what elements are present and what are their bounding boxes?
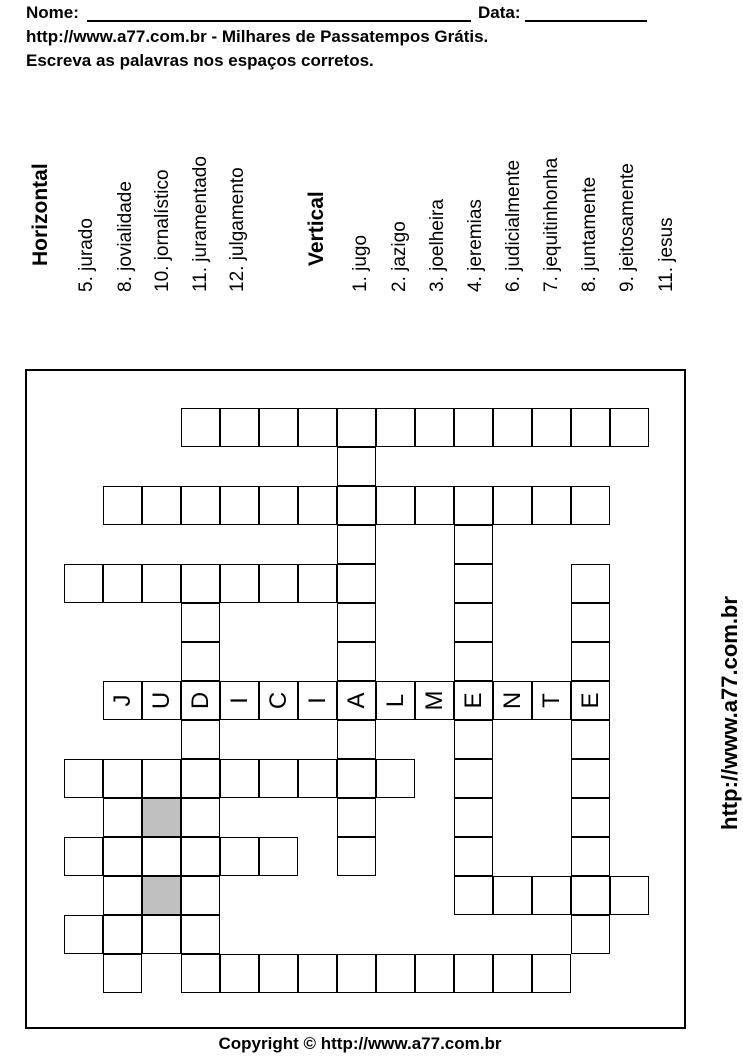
grid-cell[interactable] — [64, 759, 103, 798]
grid-cell[interactable] — [571, 564, 610, 603]
grid-cell[interactable] — [103, 954, 142, 993]
clue-vertical: 7. jequitinhonha — [541, 157, 562, 292]
grid-cell[interactable] — [220, 759, 259, 798]
grid-cell[interactable] — [181, 876, 220, 915]
site-line: http://www.a77.com.br - Milhares de Passatempos Grátis. — [26, 27, 489, 46]
grid-cell[interactable] — [259, 759, 298, 798]
grid-cell[interactable] — [64, 564, 103, 603]
grid-cell[interactable] — [181, 603, 220, 642]
grid-cell[interactable] — [571, 915, 610, 954]
grid-cell[interactable] — [181, 837, 220, 876]
grid-cell[interactable] — [142, 759, 181, 798]
grid-cell-shaded[interactable] — [142, 876, 181, 915]
grid-letter: M — [420, 690, 448, 711]
grid-cell[interactable] — [454, 642, 493, 681]
clue-vertical: 4. jeremias — [465, 199, 486, 292]
grid-cell[interactable] — [181, 798, 220, 837]
clue-horizontal: 12. julgamento — [227, 167, 248, 292]
grid-cell[interactable] — [454, 759, 493, 798]
grid-cell[interactable] — [415, 954, 454, 993]
grid-cell[interactable] — [571, 876, 610, 915]
grid-cell[interactable] — [220, 408, 259, 447]
grid-cell[interactable] — [337, 642, 376, 681]
grid-letter: I — [225, 697, 253, 704]
clue-horizontal: 8. jovialidade — [115, 181, 136, 292]
grid-cell-shaded[interactable] — [142, 798, 181, 837]
grid-cell[interactable] — [532, 408, 571, 447]
grid-letter: J — [108, 694, 136, 707]
grid-cell[interactable] — [337, 837, 376, 876]
side-url: http://www.a77.com.br — [717, 596, 742, 830]
grid-cell[interactable] — [532, 486, 571, 525]
grid-cell[interactable] — [454, 525, 493, 564]
grid-cell[interactable] — [103, 759, 142, 798]
copyright-footer: Copyright © http://www.a77.com.br — [218, 1034, 502, 1053]
grid-cell[interactable] — [532, 876, 571, 915]
grid-cell[interactable] — [181, 915, 220, 954]
grid-letter: E — [576, 692, 604, 709]
clue-horizontal: 11. juramentado — [190, 156, 211, 292]
grid-cell[interactable] — [259, 954, 298, 993]
grid-cell[interactable] — [259, 564, 298, 603]
grid-cell[interactable] — [181, 954, 220, 993]
grid-cell[interactable] — [571, 408, 610, 447]
grid-cell[interactable] — [220, 486, 259, 525]
vertical-heading: Vertical — [305, 191, 328, 266]
grid-cell[interactable] — [259, 486, 298, 525]
grid-cell[interactable] — [493, 486, 532, 525]
grid-cell[interactable] — [298, 954, 337, 993]
grid-cell[interactable] — [454, 408, 493, 447]
horizontal-heading: Horizontal — [29, 163, 52, 266]
grid-letter: N — [498, 691, 526, 710]
grid-cell[interactable] — [298, 759, 337, 798]
grid-cell[interactable] — [376, 954, 415, 993]
grid-cell[interactable] — [571, 720, 610, 759]
grid-cell[interactable] — [454, 564, 493, 603]
grid-cell[interactable] — [415, 486, 454, 525]
grid-cell[interactable] — [142, 486, 181, 525]
grid-letter: U — [147, 691, 175, 710]
grid-cell[interactable] — [337, 408, 376, 447]
clue-vertical: 3. joelheira — [427, 199, 448, 292]
grid-cell[interactable] — [337, 486, 376, 525]
grid-cell[interactable] — [493, 876, 532, 915]
grid-cell[interactable] — [337, 798, 376, 837]
grid-cell[interactable] — [610, 408, 649, 447]
grid-cell[interactable] — [376, 486, 415, 525]
grid-cell[interactable] — [454, 486, 493, 525]
grid-cell[interactable] — [64, 837, 103, 876]
grid-letter: T — [537, 693, 565, 708]
grid-cell[interactable] — [532, 954, 571, 993]
grid-cell[interactable] — [493, 954, 532, 993]
grid-letter: C — [264, 691, 292, 710]
grid-cell[interactable] — [337, 564, 376, 603]
grid-cell[interactable] — [181, 564, 220, 603]
grid-cell[interactable] — [454, 876, 493, 915]
grid-cell[interactable] — [337, 525, 376, 564]
grid-cell[interactable] — [298, 486, 337, 525]
clue-vertical: 6. judicialmente — [503, 159, 524, 292]
grid-cell[interactable] — [454, 798, 493, 837]
grid-cell[interactable] — [571, 486, 610, 525]
grid-cell[interactable] — [181, 486, 220, 525]
clue-vertical: 9. jeitosamente — [617, 163, 638, 292]
clue-vertical: 8. juntamente — [579, 176, 600, 292]
grid-cell[interactable] — [64, 915, 103, 954]
grid-cell[interactable] — [571, 798, 610, 837]
grid-cell[interactable] — [610, 876, 649, 915]
clue-vertical: 11. jesus — [656, 217, 677, 292]
grid-cell[interactable] — [298, 564, 337, 603]
grid-cell[interactable] — [103, 876, 142, 915]
grid-letter: A — [342, 692, 370, 709]
grid-cell[interactable] — [259, 408, 298, 447]
grid-cell[interactable] — [181, 642, 220, 681]
grid-cell[interactable] — [493, 408, 532, 447]
grid-letter: D — [186, 691, 214, 710]
grid-cell[interactable] — [181, 408, 220, 447]
grid-cell[interactable] — [571, 642, 610, 681]
grid-cell[interactable] — [259, 837, 298, 876]
grid-cell[interactable] — [376, 408, 415, 447]
grid-cell[interactable] — [454, 720, 493, 759]
grid-cell[interactable] — [454, 603, 493, 642]
grid-cell[interactable] — [571, 603, 610, 642]
grid-cell[interactable] — [571, 759, 610, 798]
date-label: Data: — [478, 3, 521, 22]
grid-cell[interactable] — [181, 720, 220, 759]
grid-letter: L — [381, 693, 409, 708]
grid-cell[interactable] — [337, 759, 376, 798]
grid-cell[interactable] — [220, 954, 259, 993]
grid-cell[interactable] — [103, 564, 142, 603]
grid-letter: E — [459, 692, 487, 709]
grid-cell[interactable] — [220, 837, 259, 876]
grid-cell[interactable] — [103, 798, 142, 837]
instruction-line: Escreva as palavras nos espaços corretos. — [26, 51, 374, 70]
grid-cell[interactable] — [337, 603, 376, 642]
grid-cell[interactable] — [220, 564, 259, 603]
clue-vertical: 2. jazigo — [389, 221, 410, 292]
grid-cell[interactable] — [337, 954, 376, 993]
grid-cell[interactable] — [454, 954, 493, 993]
grid-letter: I — [303, 697, 331, 704]
grid-cell[interactable] — [142, 564, 181, 603]
grid-cell[interactable] — [103, 837, 142, 876]
grid-cell[interactable] — [103, 486, 142, 525]
clue-vertical: 1. jugo — [350, 234, 371, 292]
clue-horizontal: 10. jornalístico — [152, 169, 173, 292]
grid-cell[interactable] — [298, 408, 337, 447]
grid-cell[interactable] — [337, 720, 376, 759]
grid-cell[interactable] — [415, 408, 454, 447]
grid-cell[interactable] — [142, 837, 181, 876]
grid-cell[interactable] — [103, 915, 142, 954]
grid-cell[interactable] — [337, 447, 376, 486]
grid-cell[interactable] — [181, 759, 220, 798]
name-label: Nome: — [26, 3, 79, 22]
clue-horizontal: 5. jurado — [76, 218, 97, 292]
grid-cell[interactable] — [571, 837, 610, 876]
grid-cell[interactable] — [142, 915, 181, 954]
grid-cell[interactable] — [454, 837, 493, 876]
grid-cell[interactable] — [376, 759, 415, 798]
